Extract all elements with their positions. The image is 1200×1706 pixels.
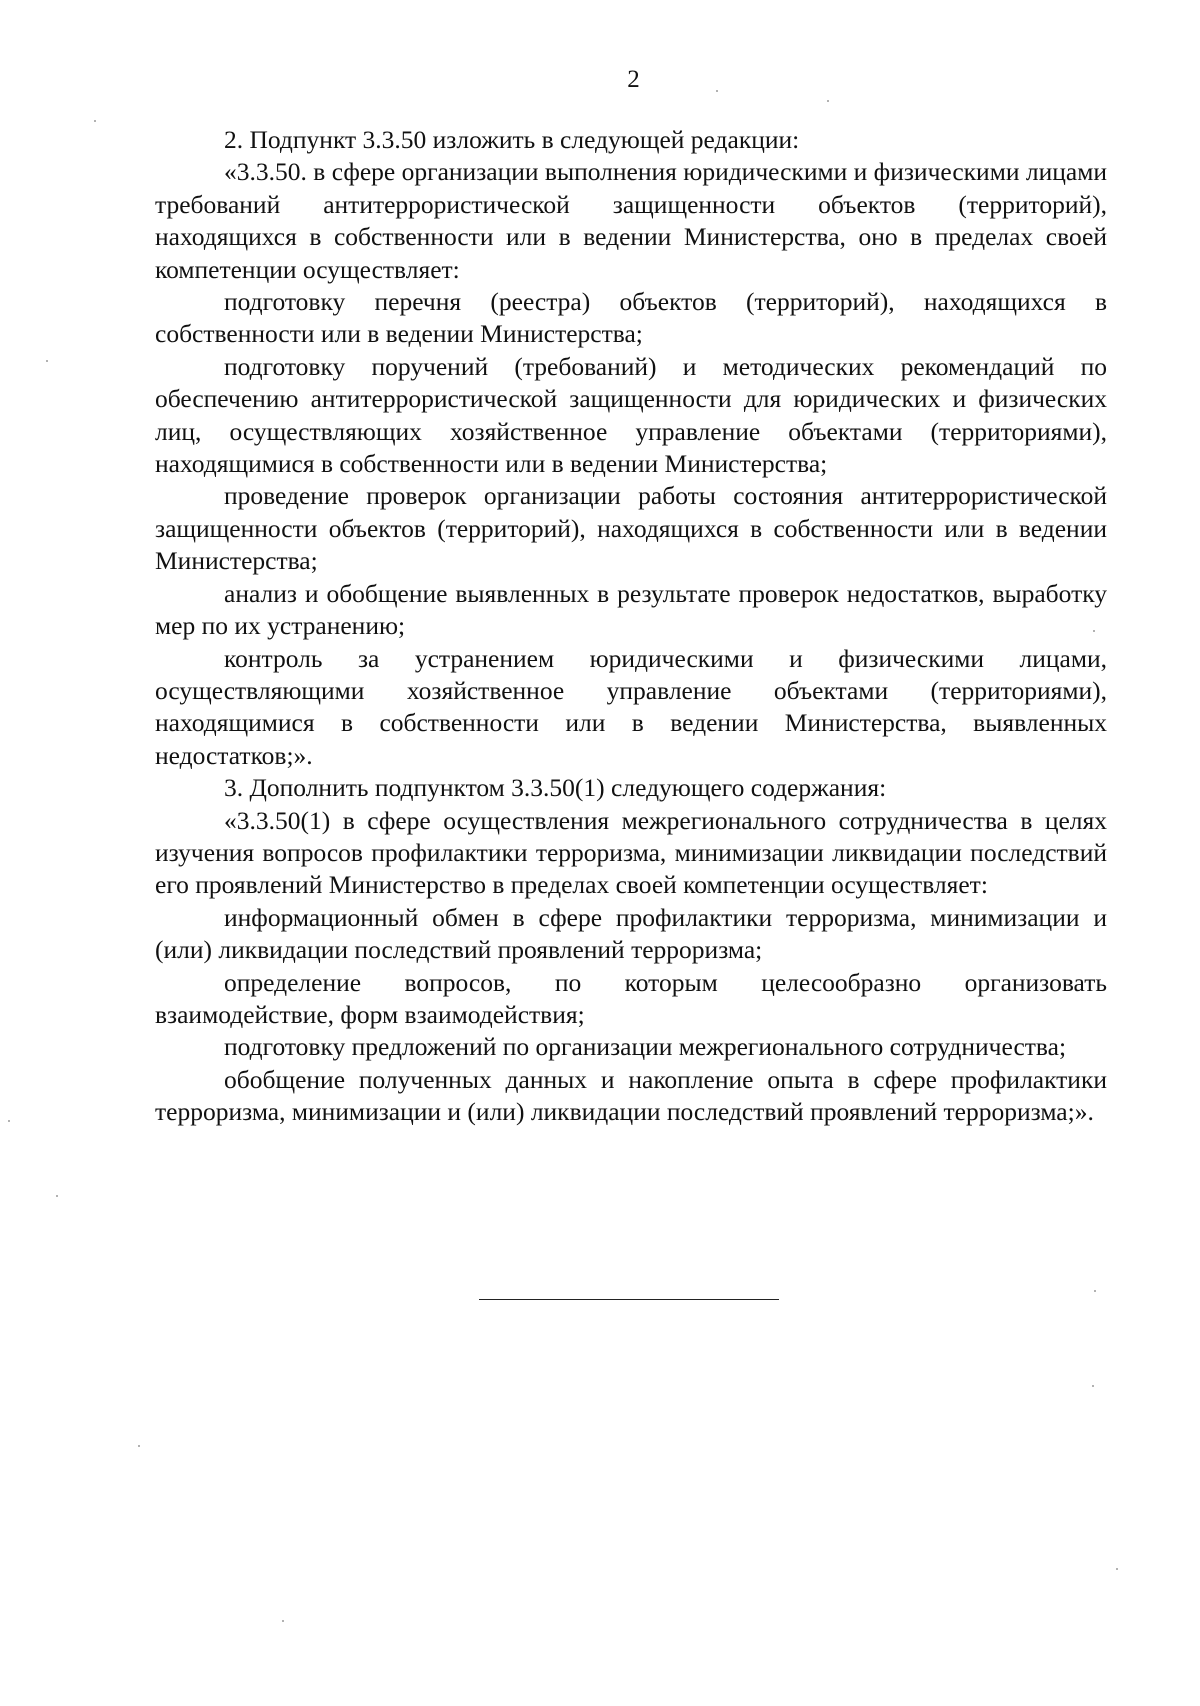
scan-speck — [827, 100, 829, 102]
paragraph-list-item: подготовку поручений (требований) и методических рекомендаций по обеспечению антитеррористической защищенности для юридических и физических лиц, осуществляющих хозяйственное управление объектами (территориями), находящимися в собственности или в ведении Министерства; — [155, 351, 1107, 479]
scan-speck — [1093, 630, 1095, 632]
paragraph-list-item: анализ и обобщение выявленных в результате проверок недостатков, выработку мер по их устранению; — [155, 578, 1107, 641]
document-body — [155, 124, 1107, 1129]
paragraph-item-2-heading: 2. Подпункт 3.3.50 изложить в следующей редакции: — [224, 125, 800, 154]
scan-speck — [94, 120, 96, 122]
scan-speck — [8, 1120, 10, 1122]
scan-speck — [46, 360, 48, 362]
paragraph-list-item: информационный обмен в сфере профилактики терроризма, минимизации и (или) ликвидации последствий проявлений терроризма; — [155, 902, 1107, 965]
scan-speck — [56, 1195, 58, 1197]
paragraph-clause-3-3-50-1: «3.3.50(1) в сфере осуществления межрегионального сотрудничества в целях изучения вопросов профилактики терроризма, минимизации ликвидации последствий его проявлений Министерство в пределах своей компетенции осуществляет: — [155, 805, 1107, 900]
paragraph-list-item: проведение проверок организации работы состояния антитеррористической защищенности объектов (территорий), находящихся в собственности или в ведении Министерства; — [155, 481, 1107, 576]
page-number: 2 — [627, 66, 640, 93]
paragraph-list-item: контроль за устранением юридическими и физическими лицами, осуществляющими хозяйственное управление объектами (территориями), находящимися в собственности или в ведении Министерства, выявленных недостатков;». — [155, 643, 1107, 770]
end-of-text-rule — [479, 1299, 779, 1300]
paragraph-item-3-heading: 3. Дополнить подпунктом 3.3.50(1) следующего содержания: — [224, 773, 887, 803]
paragraph-list-item: обобщение полученных данных и накопление опыта в сфере профилактики терроризма, минимизации и (или) ликвидации последствий проявлений терроризма;». — [155, 1064, 1107, 1127]
scan-speck — [1116, 1568, 1118, 1570]
scan-speck — [1094, 1290, 1096, 1292]
paragraph-list-item: подготовку предложений по организации межрегионального сотрудничества; — [224, 1032, 1067, 1062]
scan-speck — [716, 90, 718, 92]
paragraph-list-item: подготовку перечня (реестра) объектов (территорий), находящихся в собственности или в ведении Министерства; — [155, 287, 1107, 349]
scan-speck — [138, 1445, 140, 1447]
paragraph-clause-3-3-50: «3.3.50. в сфере организации выполнения юридическими и физическими лицами требований антитеррористической защищенности объектов (территорий), находящихся в собственности или в ведении Министерства, оно в пределах своей компетенции осуществляет: — [155, 157, 1107, 284]
scan-speck — [282, 1620, 284, 1622]
scan-speck — [1092, 1385, 1094, 1387]
paragraph-list-item: определение вопросов, по которым целесообразно организовать взаимодействие, форм взаимодействия; — [155, 967, 1107, 1029]
